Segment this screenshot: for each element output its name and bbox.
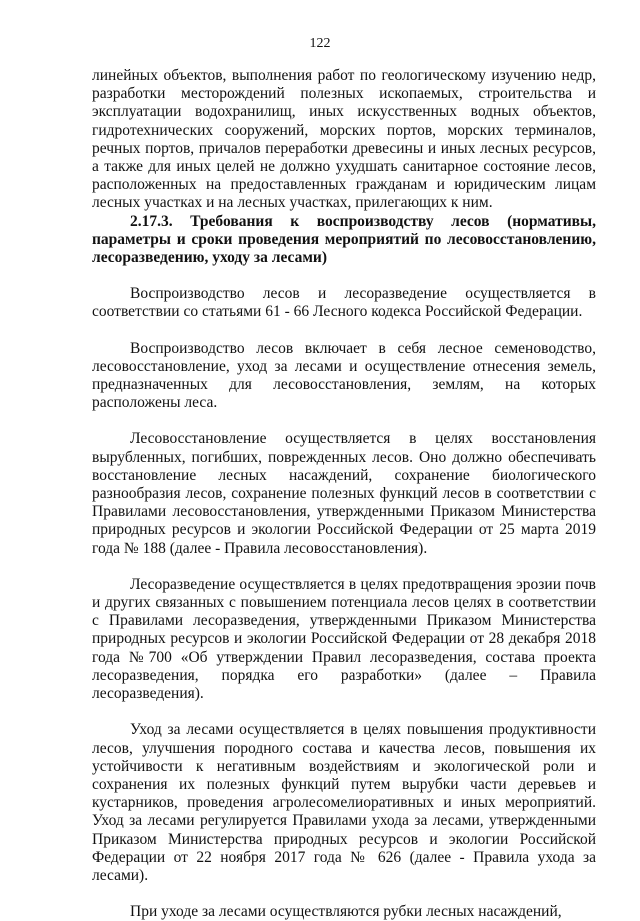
paragraph-afforestation: Лесоразведение осуществляется в целях предотвращения эрозии почв и других связанных с повышением потенциала лесов целях в соответствии с Правилами лесоразведения, утвержденными Приказом Министерства природных ресурсов и экологии Российской Федерации от 28 декабря 2018 года №700 «Об утверждении Правил лесоразведения, состава проекта лесоразведения, порядка его разработки» (далее – Правила лесоразведения). [92, 575, 596, 703]
paragraph-reproduction-basis: Воспроизводство лесов и лесоразведение осуществляется в соответствии со статьями 61 - 66 Лесного кодекса Российской Федерации. [92, 285, 596, 321]
paragraph-thinning: При уходе за лесами осуществляются рубки лесных насаждений, [130, 903, 562, 921]
page-number: 122 [309, 36, 331, 51]
paragraph-reproduction-scope: Воспроизводство лесов включает в себя лесное семеноводство, лесовосстановление, уход за лесами и осуществление отнесения земель, предназначенных для лесовосстановления, землям, на которых расположены леса. [92, 339, 596, 412]
paragraph-reforestation: Лесовосстановление осуществляется в целях восстановления вырубленных, погибших, поврежденных лесов. Оно должно обеспечивать восстановление лесных насаждений, сохранение биологического разнообразия лесов, сохранение полезных функций лесов в соответствии с Правилами лесовосстановления, утвержденными Приказом Министерства природных ресурсов и экологии Российской Федерации от 25 марта 2019 года № 188 (далее - Правила лесовосстановления). [92, 430, 596, 557]
paragraph-forest-care: Уход за лесами осуществляется в целях повышения продуктивности лесов, улучшения породного состава и качества лесов, повышения их устойчивости к негативным воздействиям и экологической роли и сохранения их полезных функций путем вырубки части деревьев и кустарников, проведения агролесомелиоративных и иных мероприятий. Уход за лесами регулируется Правилами ухода за лесами, утвержденными Приказом Министерства природных ресурсов и экологии Российской Федерации от 22 ноября 2017 года № 626 (далее - Правила ухода за лесами). [92, 721, 596, 884]
paragraph-continuation: линейных объектов, выполнения работ по геологическому изучению недр, разработки месторождений полезных ископаемых, строительства и эксплуатации водохранилищ, иных искусственных водных объектов, гидротехнических сооружений, морских портов, морских терминалов, речных портов, причалов переработки древесины и иных лесных ресурсов, а также для иных целей не должно ухудшать санитарное состояние лесов, расположенных на предоставленных гражданам и юридическим лицам лесных участках и на лесных участках, прилегающих к ним. [92, 67, 596, 212]
page-body [92, 67, 596, 921]
section-heading: 2.17.3. Требования к воспроизводству лесов (нормативы, параметры и сроки проведения мероприятий по лесовосстановлению, лесоразведению, уходу за лесами) [92, 212, 596, 267]
